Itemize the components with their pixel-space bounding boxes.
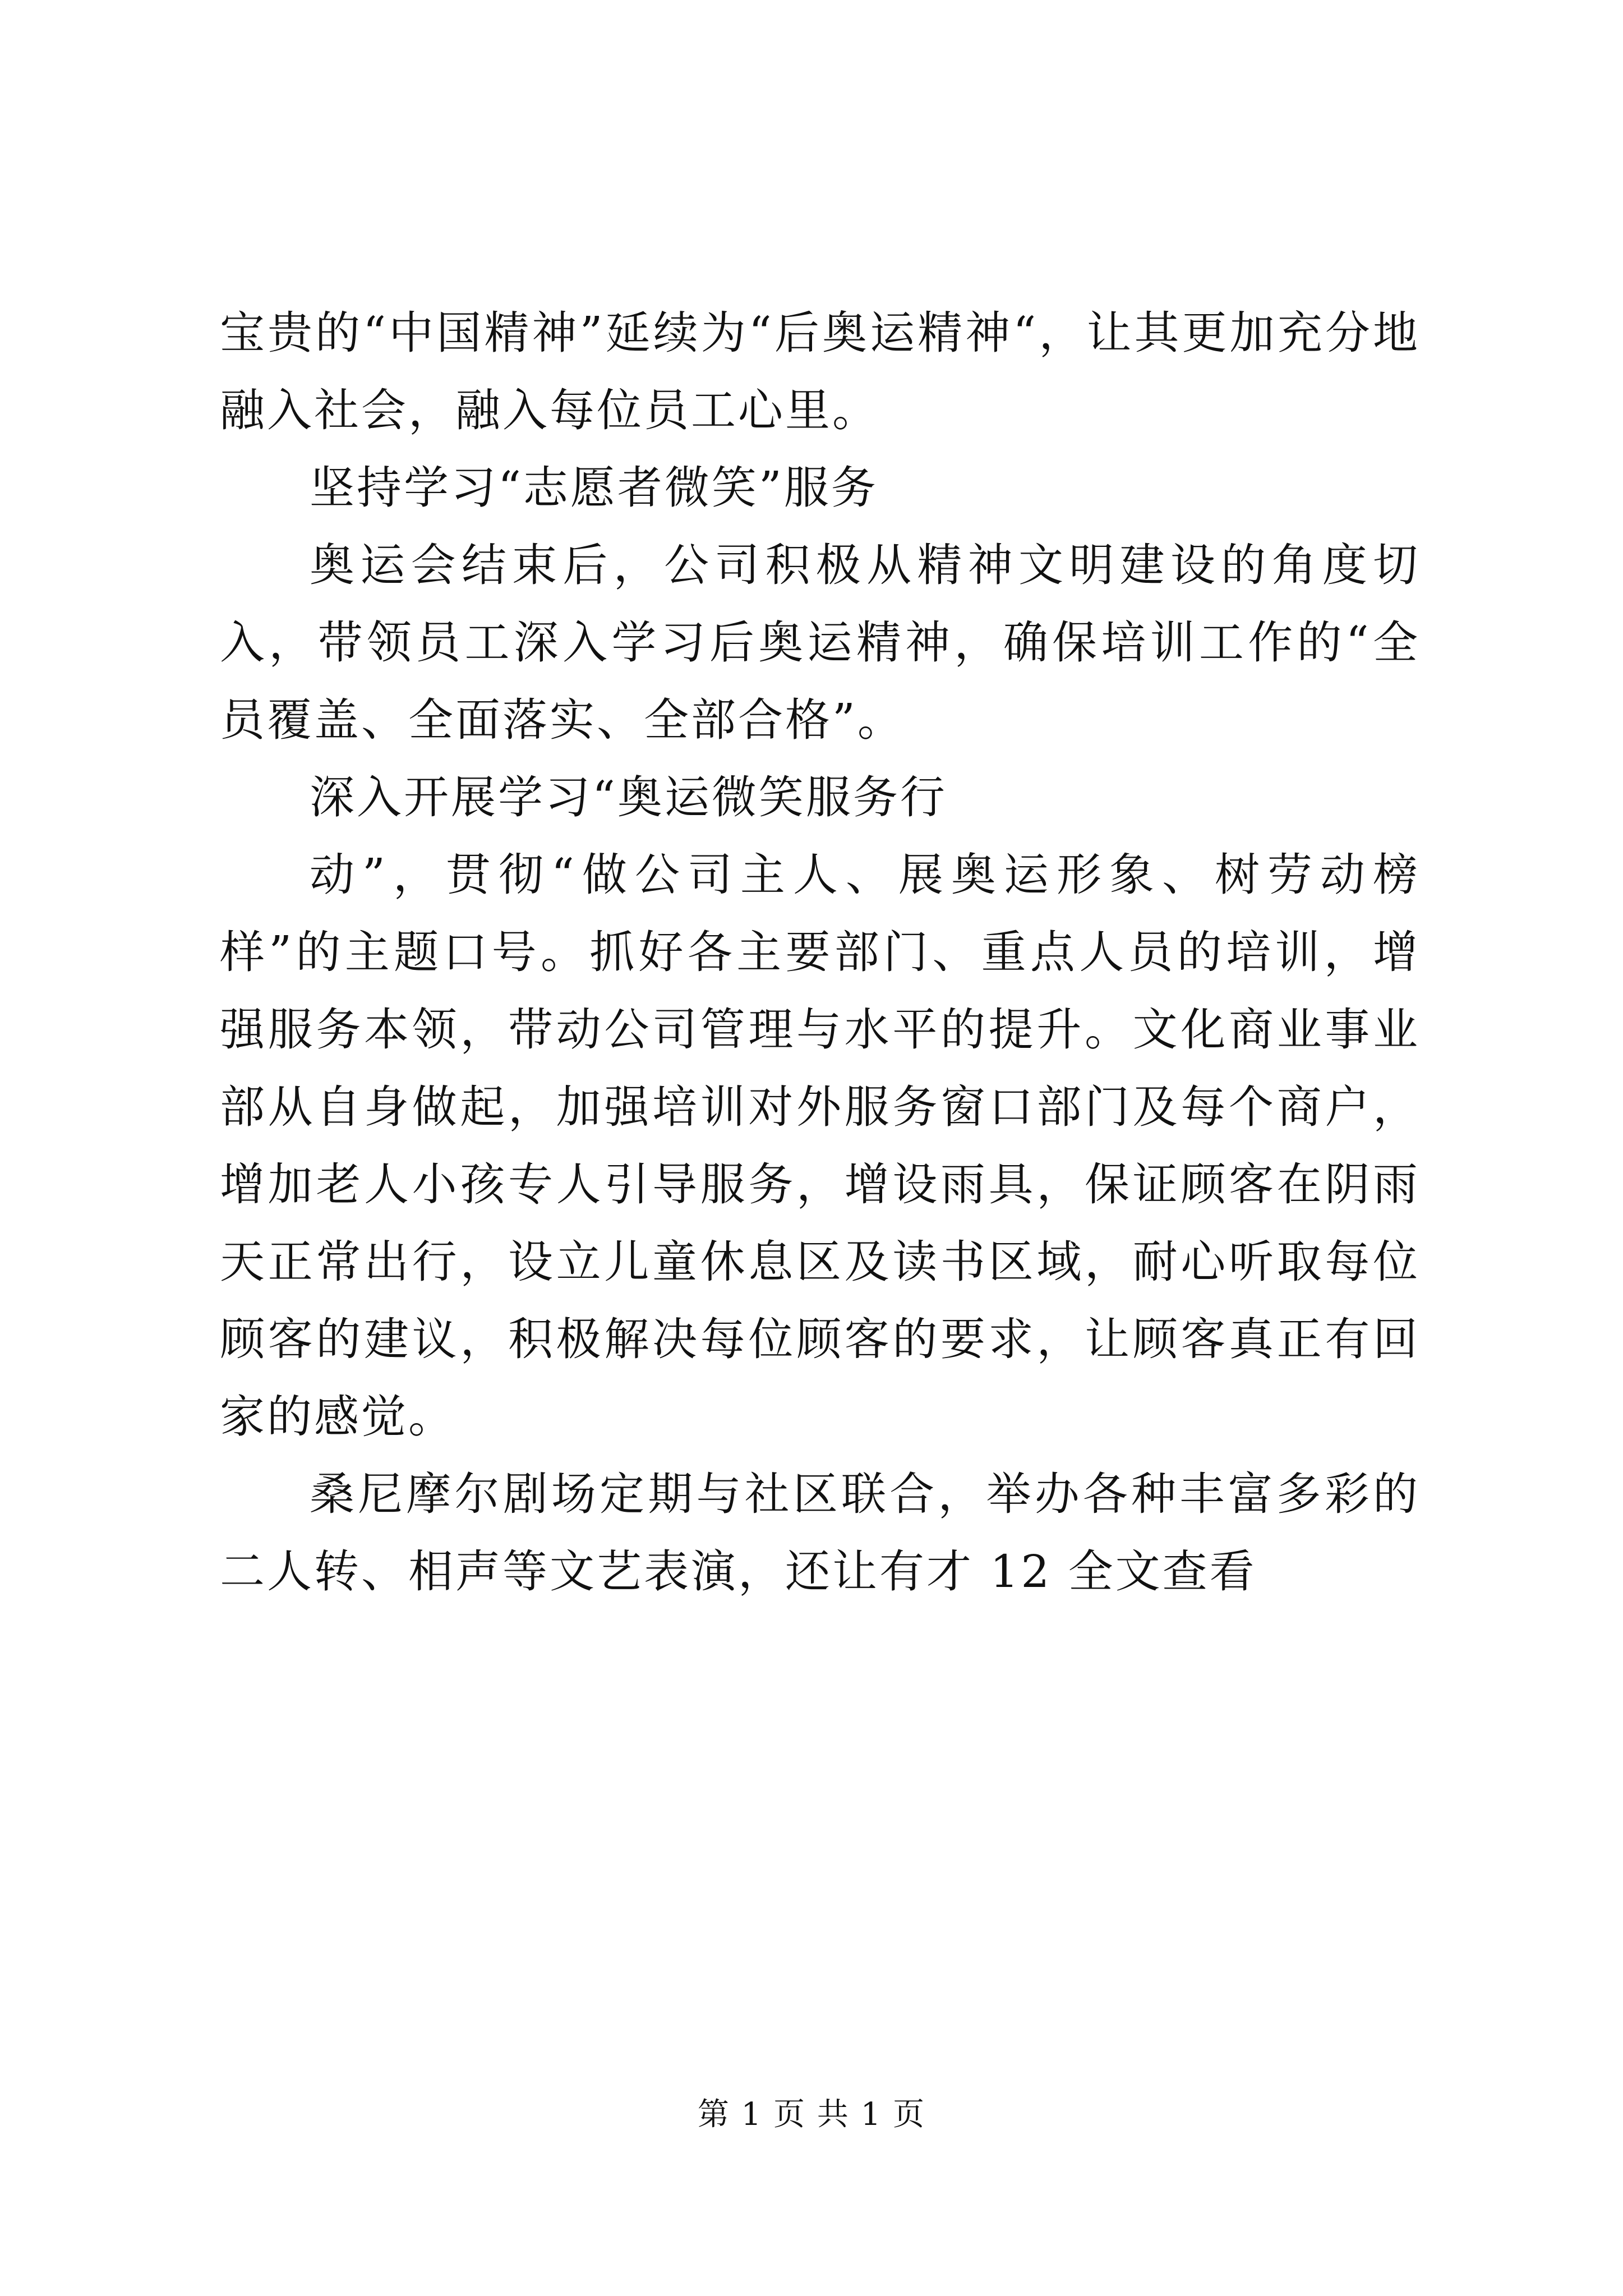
paragraph-6: 桑尼摩尔剧场定期与社区联合，举办各种丰富多彩的二人转、相声等文艺表演，还让有才 12 全文查看 — [220, 1468, 1420, 1598]
paragraph-3: 奥运会结束后，公司积极从精神文明建设的角度切入，带领员工深入学习后奥运精神，确保培训工作的“全员覆盖、全面落实、全部合格”。 — [220, 539, 1420, 746]
paragraph-2: 坚持学习“志愿者微笑”服务 — [310, 462, 878, 514]
paragraph-4: 深入开展学习“奥运微笑服务行 — [310, 771, 947, 823]
paragraph-5: 动”，贯彻“做公司主人、展奥运形象、树劳动榜样”的主题口号。抓好各主要部门、重点人员的培训，增强服务本领，带动公司管理与水平的提升。文化商业事业部从自身做起，加强培训对外服务窗口部门及每个商户，增加老人小孩专人引导服务，增设雨具，保证顾客在阴雨天正常出行，设立儿童休息区及读书区域，耐心听取每位顾客的建议，积极解决每位顾客的要求，让顾客真正有回家的感觉。 — [220, 849, 1420, 1443]
page-number-footer: 第 1 页 共 1 页 — [697, 2096, 926, 2133]
document-body — [220, 295, 1420, 1611]
paragraph-1: 宝贵的“中国精神”延续为“后奥运精神“，让其更加充分地融入社会，融入每位员工心里。 — [220, 307, 1420, 436]
